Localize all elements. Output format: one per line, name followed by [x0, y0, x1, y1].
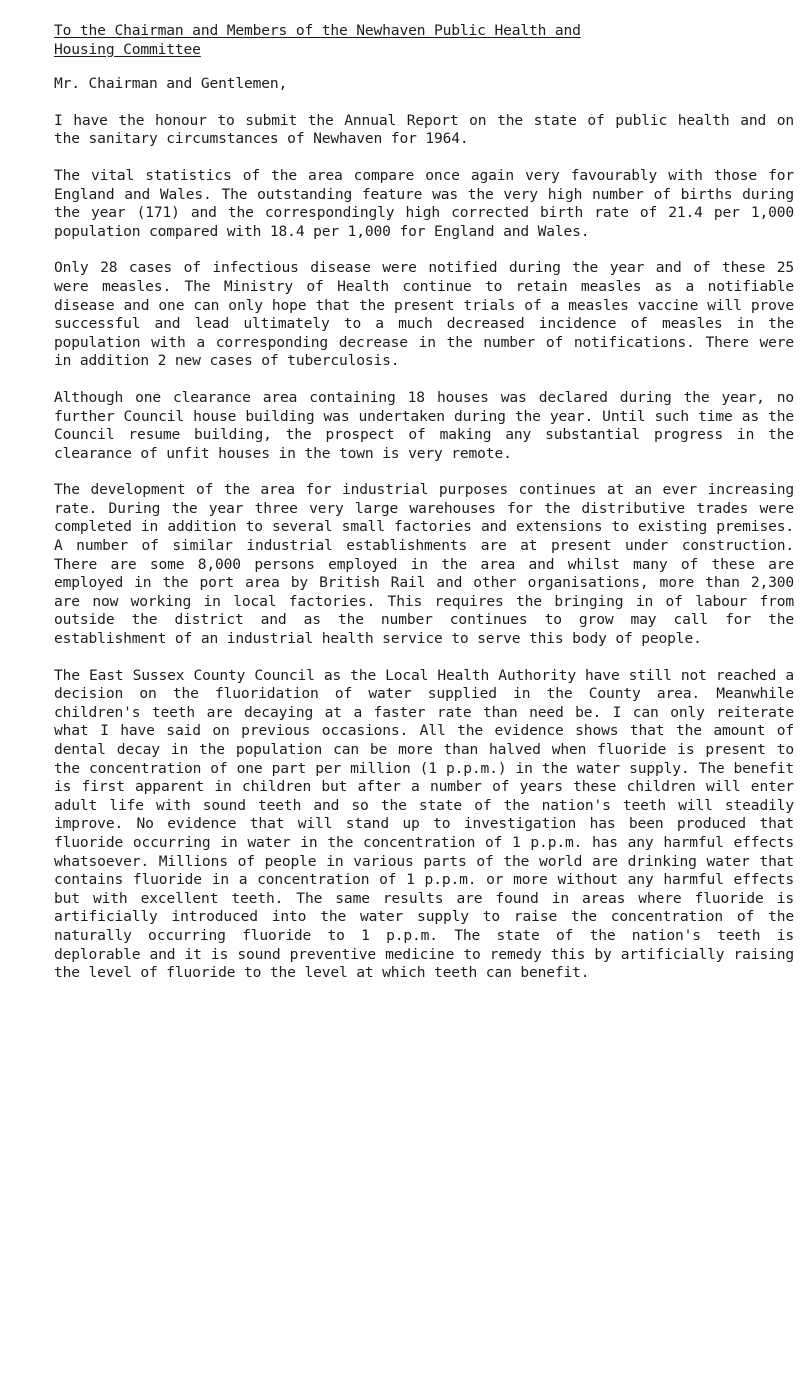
paragraph-infectious-disease: Only 28 cases of infectious disease were notified during the year and of these 25 were measles. The Ministry of Health continue to retain measles as a notifiable disease and one can only hope that the present trials of a measles vaccine will prove successful and lead ultimately to a much decreased incidence of measles in the population with a corresponding decrease in the number of notifications. There were in addition 2 new cases of tuberculosis.	[54, 259, 794, 370]
heading-line-1: To the Chairman and Members of the Newhaven Public Health and	[54, 22, 581, 39]
salutation: Mr. Chairman and Gentlemen,	[54, 75, 288, 93]
paragraph-introduction: I have the honour to submit the Annual Report on the state of public health and on the sanitary circumstances of Newhaven for 1964.	[54, 111, 794, 148]
heading-line-2: Housing Committee	[54, 40, 201, 58]
paragraph-fluoridation: The East Sussex County Council as the Local Health Authority have still not reached a decision on the fluoridation of water supplied in the County area. Meanwhile children's teeth are decaying at a faster rate than need be. I can only reiterate what I have said on previous occasions. All the evidence shows that the amount of dental decay in the population can be more than halved when fluoride is present to the concentration of one part per million (1 p.p.m.) in the water supply. The benefit is first apparent in children but after a number of years these children will enter adult life with sound teeth and so the state of the nation's teeth will steadily improve. No evidence that will stand up to investigation has been produced that fluoride occurring in water in the concentration of 1 p.p.m. has any harmful effects whatsoever. Millions of people in various parts of the world are drinking water that contains fluoride in a concentration of 1 p.p.m. or more without any harmful effects but with excellent teeth. The same results are found in areas where fluoride is artificially introduced into the water supply to raise the concentration of the naturally occurring fluoride to 1 p.p.m. The state of the nation's teeth is deplorable and it is sound preventive medicine to remedy this by artificially raising the level of fluoride to the level at which teeth can benefit.	[54, 666, 794, 982]
paragraph-industrial-development: The development of the area for industrial purposes continues at an ever increasing rate. During the year three very large warehouses for the distributive trades were completed in addition to several small factories and extensions to existing premises. A number of similar industrial establishments are at present under construction. There are some 8,000 persons employed in the area and whilst many of these are employed in the port area by British Rail and other organisations, more than 2,300 are now working in local factories. This requires the bringing in of labour from outside the district and as the number continues to grow may call for the establishment of an industrial health service to serve this body of people.	[54, 481, 794, 648]
paragraph-housing: Although one clearance area containing 18 houses was declared during the year, no further Council house building was undertaken during the year. Until such time as the Council resume building, the prospect of making any substantial progress in the clearance of unfit houses in the town is very remote.	[54, 388, 794, 462]
report-page	[54, 22, 794, 1001]
paragraph-vital-statistics: The vital statistics of the area compare once again very favourably with those for England and Wales. The outstanding feature was the very high number of births during the year (171) and the correspondingly high corrected birth rate of 21.4 per 1,000 population compared with 18.4 per 1,000 for England and Wales.	[54, 166, 794, 240]
